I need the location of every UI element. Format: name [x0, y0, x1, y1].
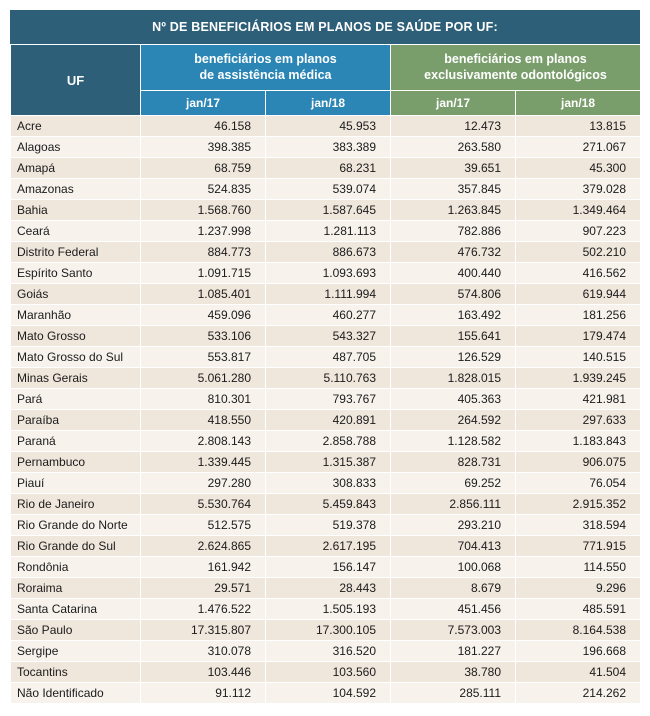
cell-uf: Tocantins [11, 662, 141, 683]
cell-medica-jan18: 1.315.387 [266, 452, 391, 473]
cell-medica-jan17: 5.061.280 [141, 368, 266, 389]
cell-uf: Santa Catarina [11, 599, 141, 620]
cell-uf: Rio Grande do Sul [11, 536, 141, 557]
cell-medica-jan17: 29.571 [141, 578, 266, 599]
cell-medica-jan18: 1.111.994 [266, 284, 391, 305]
cell-medica-jan17: 524.835 [141, 179, 266, 200]
cell-medica-jan17: 512.575 [141, 515, 266, 536]
cell-odonto-jan18: 485.591 [516, 599, 641, 620]
cell-odonto-jan17: 293.210 [391, 515, 516, 536]
group-medica-line1: beneficiários em planos [194, 52, 337, 66]
table-row [11, 116, 641, 137]
cell-medica-jan17: 1.091.715 [141, 263, 266, 284]
cell-medica-jan17: 297.280 [141, 473, 266, 494]
table-row [11, 389, 641, 410]
cell-medica-jan18: 1.587.645 [266, 200, 391, 221]
cell-uf: Não Identificado [11, 683, 141, 704]
cell-uf: Distrito Federal [11, 242, 141, 263]
cell-uf: Roraima [11, 578, 141, 599]
table-row [11, 557, 641, 578]
table-row [11, 410, 641, 431]
table-row [11, 473, 641, 494]
table-row [11, 158, 641, 179]
cell-odonto-jan17: 476.732 [391, 242, 516, 263]
cell-odonto-jan18: 1.349.464 [516, 200, 641, 221]
column-group-header-odontologicos [391, 45, 641, 91]
table-row [11, 368, 641, 389]
cell-medica-jan18: 487.705 [266, 347, 391, 368]
table-row [11, 662, 641, 683]
cell-odonto-jan18: 416.562 [516, 263, 641, 284]
cell-medica-jan18: 539.074 [266, 179, 391, 200]
table-row [11, 137, 641, 158]
cell-uf: Bahia [11, 200, 141, 221]
cell-odonto-jan18: 771.915 [516, 536, 641, 557]
cell-odonto-jan18: 907.223 [516, 221, 641, 242]
cell-odonto-jan17: 285.111 [391, 683, 516, 704]
cell-medica-jan17: 5.530.764 [141, 494, 266, 515]
group-odonto-line1: beneficiários em planos [444, 52, 587, 66]
cell-odonto-jan17: 155.641 [391, 326, 516, 347]
cell-medica-jan17: 810.301 [141, 389, 266, 410]
table-row [11, 578, 641, 599]
cell-odonto-jan18: 318.594 [516, 515, 641, 536]
cell-odonto-jan18: 502.210 [516, 242, 641, 263]
cell-medica-jan17: 1.339.445 [141, 452, 266, 473]
cell-medica-jan18: 45.953 [266, 116, 391, 137]
cell-odonto-jan18: 2.915.352 [516, 494, 641, 515]
cell-odonto-jan18: 906.075 [516, 452, 641, 473]
cell-odonto-jan18: 140.515 [516, 347, 641, 368]
cell-medica-jan17: 418.550 [141, 410, 266, 431]
cell-odonto-jan18: 297.633 [516, 410, 641, 431]
table-row [11, 347, 641, 368]
cell-medica-jan17: 161.942 [141, 557, 266, 578]
cell-odonto-jan17: 12.473 [391, 116, 516, 137]
cell-odonto-jan17: 7.573.003 [391, 620, 516, 641]
cell-medica-jan18: 2.858.788 [266, 431, 391, 452]
cell-odonto-jan17: 69.252 [391, 473, 516, 494]
cell-medica-jan17: 17.315.807 [141, 620, 266, 641]
cell-odonto-jan18: 271.067 [516, 137, 641, 158]
cell-medica-jan18: 793.767 [266, 389, 391, 410]
cell-uf: Rondônia [11, 557, 141, 578]
cell-uf: Amapá [11, 158, 141, 179]
cell-uf: Mato Grosso [11, 326, 141, 347]
table-row [11, 599, 641, 620]
table-header-group-row [11, 45, 641, 91]
table-row [11, 431, 641, 452]
cell-odonto-jan18: 13.815 [516, 116, 641, 137]
column-group-header-medica [141, 45, 391, 91]
beneficiaries-table [10, 44, 641, 704]
cell-odonto-jan18: 45.300 [516, 158, 641, 179]
cell-odonto-jan18: 1.939.245 [516, 368, 641, 389]
table-header [11, 45, 641, 116]
cell-odonto-jan18: 214.262 [516, 683, 641, 704]
cell-uf: Rio de Janeiro [11, 494, 141, 515]
cell-odonto-jan17: 264.592 [391, 410, 516, 431]
table-row [11, 452, 641, 473]
cell-medica-jan17: 533.106 [141, 326, 266, 347]
group-medica-line2: de assistência médica [199, 67, 332, 82]
cell-uf: Acre [11, 116, 141, 137]
cell-medica-jan18: 519.378 [266, 515, 391, 536]
cell-uf: Goiás [11, 284, 141, 305]
cell-odonto-jan17: 405.363 [391, 389, 516, 410]
cell-uf: São Paulo [11, 620, 141, 641]
cell-odonto-jan17: 1.828.015 [391, 368, 516, 389]
cell-odonto-jan17: 828.731 [391, 452, 516, 473]
cell-medica-jan18: 156.147 [266, 557, 391, 578]
cell-medica-jan17: 103.446 [141, 662, 266, 683]
cell-odonto-jan18: 421.981 [516, 389, 641, 410]
page-title: Nº DE BENEFICIÁRIOS EM PLANOS DE SAÚDE POR UF: [10, 10, 640, 44]
table-row [11, 620, 641, 641]
cell-medica-jan17: 310.078 [141, 641, 266, 662]
cell-medica-jan18: 2.617.195 [266, 536, 391, 557]
cell-medica-jan18: 316.520 [266, 641, 391, 662]
cell-odonto-jan18: 181.256 [516, 305, 641, 326]
cell-odonto-jan17: 574.806 [391, 284, 516, 305]
cell-medica-jan17: 1.237.998 [141, 221, 266, 242]
cell-uf: Paraíba [11, 410, 141, 431]
cell-odonto-jan17: 400.440 [391, 263, 516, 284]
cell-uf: Sergipe [11, 641, 141, 662]
column-header-uf: UF [11, 45, 141, 116]
cell-uf: Espírito Santo [11, 263, 141, 284]
cell-uf: Amazonas [11, 179, 141, 200]
cell-odonto-jan17: 38.780 [391, 662, 516, 683]
group-odonto-line2: exclusivamente odontológicos [424, 67, 607, 82]
cell-medica-jan18: 420.891 [266, 410, 391, 431]
cell-medica-jan18: 1.281.113 [266, 221, 391, 242]
cell-medica-jan18: 68.231 [266, 158, 391, 179]
cell-odonto-jan18: 8.164.538 [516, 620, 641, 641]
cell-odonto-jan17: 357.845 [391, 179, 516, 200]
cell-odonto-jan18: 76.054 [516, 473, 641, 494]
cell-medica-jan17: 398.385 [141, 137, 266, 158]
cell-medica-jan18: 104.592 [266, 683, 391, 704]
cell-medica-jan18: 308.833 [266, 473, 391, 494]
cell-medica-jan18: 5.459.843 [266, 494, 391, 515]
cell-uf: Minas Gerais [11, 368, 141, 389]
column-header-medica-jan18: jan/18 [266, 91, 391, 116]
cell-uf: Pernambuco [11, 452, 141, 473]
table-row [11, 683, 641, 704]
cell-medica-jan18: 28.443 [266, 578, 391, 599]
cell-medica-jan17: 459.096 [141, 305, 266, 326]
cell-medica-jan18: 460.277 [266, 305, 391, 326]
cell-medica-jan17: 91.112 [141, 683, 266, 704]
table-row [11, 200, 641, 221]
cell-uf: Mato Grosso do Sul [11, 347, 141, 368]
cell-odonto-jan18: 379.028 [516, 179, 641, 200]
table-row [11, 179, 641, 200]
table-row [11, 221, 641, 242]
cell-medica-jan17: 46.158 [141, 116, 266, 137]
table-row [11, 326, 641, 347]
cell-medica-jan17: 1.568.760 [141, 200, 266, 221]
table-row [11, 284, 641, 305]
cell-odonto-jan18: 619.944 [516, 284, 641, 305]
cell-odonto-jan17: 8.679 [391, 578, 516, 599]
cell-medica-jan18: 886.673 [266, 242, 391, 263]
cell-medica-jan18: 543.327 [266, 326, 391, 347]
cell-medica-jan17: 1.476.522 [141, 599, 266, 620]
cell-uf: Alagoas [11, 137, 141, 158]
cell-odonto-jan18: 9.296 [516, 578, 641, 599]
cell-medica-jan17: 553.817 [141, 347, 266, 368]
cell-odonto-jan18: 179.474 [516, 326, 641, 347]
table-body [11, 116, 641, 704]
cell-uf: Pará [11, 389, 141, 410]
column-header-medica-jan17: jan/17 [141, 91, 266, 116]
cell-odonto-jan17: 263.580 [391, 137, 516, 158]
cell-uf: Ceará [11, 221, 141, 242]
cell-odonto-jan17: 2.856.111 [391, 494, 516, 515]
cell-medica-jan18: 1.505.193 [266, 599, 391, 620]
cell-odonto-jan17: 181.227 [391, 641, 516, 662]
cell-medica-jan18: 17.300.105 [266, 620, 391, 641]
table-row [11, 263, 641, 284]
cell-odonto-jan17: 704.413 [391, 536, 516, 557]
table-row [11, 536, 641, 557]
cell-uf: Maranhão [11, 305, 141, 326]
table-row [11, 242, 641, 263]
cell-odonto-jan17: 163.492 [391, 305, 516, 326]
cell-odonto-jan17: 126.529 [391, 347, 516, 368]
cell-medica-jan18: 1.093.693 [266, 263, 391, 284]
table-row [11, 515, 641, 536]
cell-uf: Paraná [11, 431, 141, 452]
cell-uf: Rio Grande do Norte [11, 515, 141, 536]
table-row [11, 494, 641, 515]
cell-odonto-jan18: 114.550 [516, 557, 641, 578]
column-header-odonto-jan17: jan/17 [391, 91, 516, 116]
cell-odonto-jan17: 100.068 [391, 557, 516, 578]
cell-medica-jan17: 2.808.143 [141, 431, 266, 452]
table-row [11, 305, 641, 326]
cell-medica-jan18: 103.560 [266, 662, 391, 683]
cell-odonto-jan18: 1.183.843 [516, 431, 641, 452]
table-row [11, 641, 641, 662]
cell-uf: Piauí [11, 473, 141, 494]
cell-odonto-jan17: 451.456 [391, 599, 516, 620]
cell-medica-jan18: 383.389 [266, 137, 391, 158]
cell-medica-jan17: 884.773 [141, 242, 266, 263]
cell-medica-jan18: 5.110.763 [266, 368, 391, 389]
cell-odonto-jan17: 1.128.582 [391, 431, 516, 452]
cell-odonto-jan17: 39.651 [391, 158, 516, 179]
cell-medica-jan17: 68.759 [141, 158, 266, 179]
cell-medica-jan17: 1.085.401 [141, 284, 266, 305]
cell-odonto-jan18: 196.668 [516, 641, 641, 662]
cell-medica-jan17: 2.624.865 [141, 536, 266, 557]
column-header-odonto-jan18: jan/18 [516, 91, 641, 116]
cell-odonto-jan17: 782.886 [391, 221, 516, 242]
cell-odonto-jan18: 41.504 [516, 662, 641, 683]
cell-odonto-jan17: 1.263.845 [391, 200, 516, 221]
